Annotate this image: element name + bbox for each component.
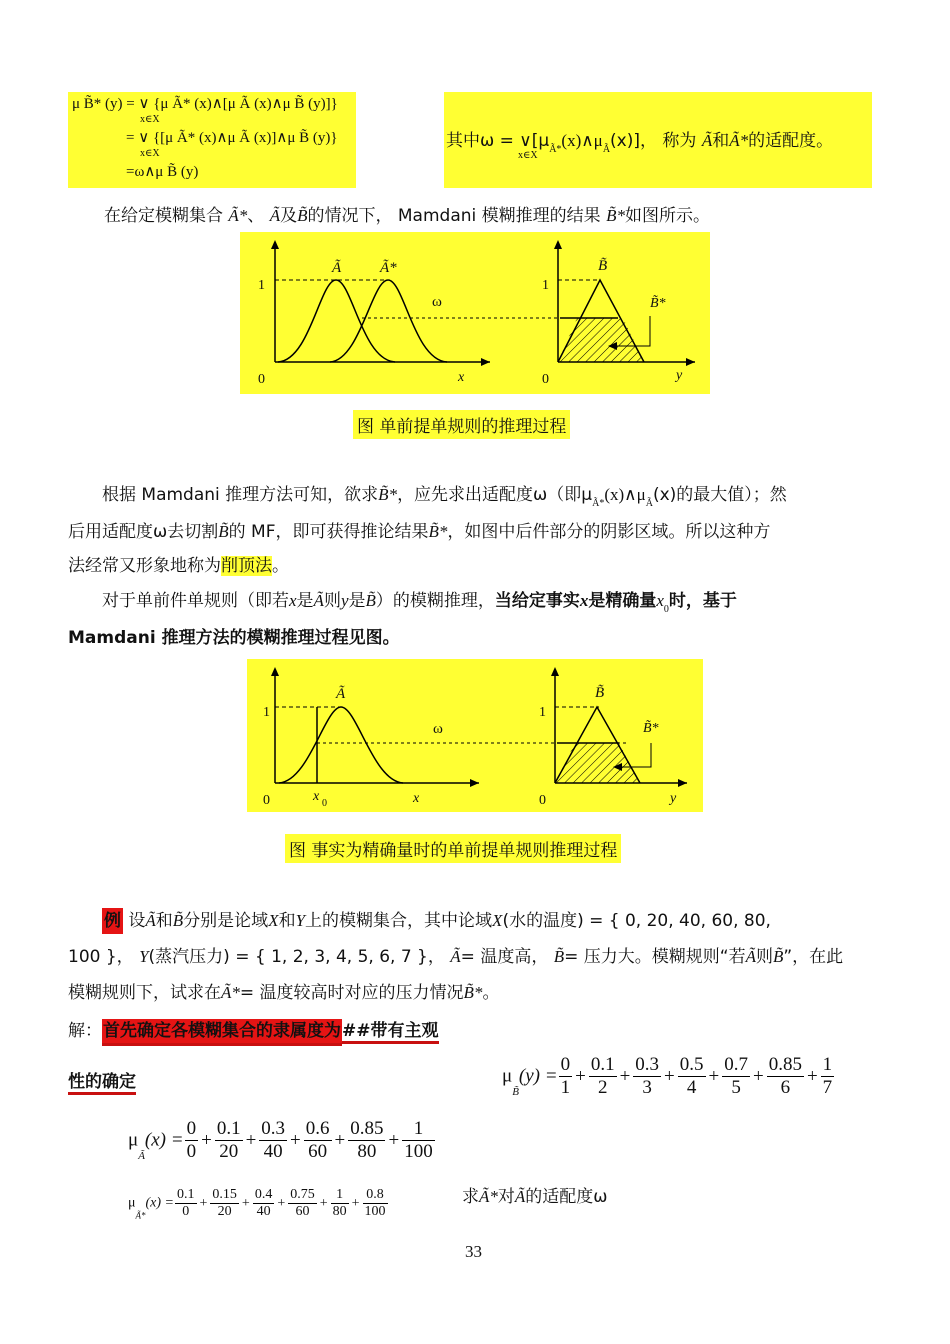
fig2-label-one-left: 1 [263, 705, 270, 720]
fraction-denominator: 3 [642, 1077, 652, 1098]
intro-post1: 的情况下， Mamdani 模糊推理的结果 [307, 206, 601, 226]
fraction-numerator: 0 [186, 1118, 197, 1139]
p2-s3: 则 [323, 591, 341, 611]
fraction-denominator: 2 [597, 1077, 608, 1098]
ex-l1f: (水的温度) = { 0, 20, 40, 60, 80, [502, 911, 771, 931]
figure-2 [247, 659, 703, 812]
p2-x-bold: x [579, 591, 589, 610]
fraction-numerator: 0.1 [590, 1054, 615, 1075]
fraction-numerator: 0.5 [679, 1054, 704, 1075]
fraction-term [633, 1054, 661, 1099]
plus-sign: + [351, 1195, 360, 1211]
fig1-label-zero-left: 0 [258, 372, 265, 387]
plus-sign: + [245, 1129, 257, 1151]
ex-l1a: 设 [128, 911, 146, 931]
ex-a-3: Ã [745, 947, 756, 966]
fig2-label-x0-sub: 0 [322, 798, 327, 809]
p2-s5: ）的模糊推理， [375, 591, 495, 611]
fraction-numerator: 0.6 [305, 1118, 330, 1139]
fraction-numerator: 0 [560, 1054, 571, 1075]
fraction-denominator: 1 [560, 1077, 571, 1098]
plus-sign: + [806, 1065, 818, 1087]
fig2-label-zero-left: 0 [263, 793, 270, 808]
figure-1 [240, 232, 710, 394]
fraction-denominator: 100 [404, 1141, 433, 1162]
fig1-left-y-arrow [271, 240, 279, 249]
fig1-label-b: B̃ [598, 258, 608, 274]
fraction-term [402, 1118, 435, 1163]
fraction-term [363, 1187, 388, 1220]
formula-mu-b [502, 1054, 835, 1099]
fraction-term [331, 1187, 349, 1220]
ex-a-2: Ã [450, 947, 461, 966]
ex-b: B̃ [172, 911, 184, 930]
ex-a: Ã [145, 911, 156, 930]
fraction-term [559, 1054, 573, 1099]
p1-s1: 根据 Mamdani 推理方法可知，欲求 [102, 485, 379, 505]
fraction-numerator: 0.75 [290, 1187, 315, 1202]
figure-1-svg [240, 232, 710, 394]
sub-a: Ã [602, 144, 611, 155]
fig1-right-x-arrow [686, 358, 695, 366]
fraction-denominator: 4 [686, 1077, 697, 1098]
fig2-right-y-arrow [551, 667, 559, 676]
fraction-denominator: 80 [332, 1204, 347, 1219]
mu-astar-sub: Ã* [135, 1210, 146, 1221]
mu-astar-terms [174, 1187, 389, 1219]
ex-bstar: B̃* [463, 983, 483, 1002]
formula-line-3: =ω∧μ B̃ (y) [126, 164, 199, 180]
figure-1-caption: 图 单前提单规则的推理过程 [353, 410, 570, 439]
mu-astar-arg: (x) = [145, 1195, 175, 1211]
plus-sign: + [708, 1065, 720, 1087]
fig1-right-y-arrow [554, 240, 562, 249]
p2-x0: x [656, 591, 664, 610]
p1-b: B̃ [218, 522, 229, 541]
ex-l2f: ”，在此 [783, 947, 844, 967]
fig1-label-zero-right: 0 [542, 372, 549, 387]
fig1-label-one-left: 1 [258, 278, 265, 293]
fraction-numerator: 1 [402, 1118, 435, 1141]
plus-sign: + [575, 1065, 586, 1087]
plus-sign: + [201, 1129, 212, 1151]
solution-line2-text: 性的确定 [68, 1072, 136, 1095]
fraction-numerator: 0.8 [363, 1187, 388, 1204]
fraction-term [175, 1187, 197, 1220]
plus-sign: + [277, 1195, 286, 1211]
p2-s1: 对于单前件单规则（即若 [102, 591, 289, 611]
page-number: 33 [465, 1242, 482, 1261]
fig2-label-a: Ã [336, 686, 346, 702]
ex-l1d: 和 [278, 911, 296, 931]
formula-line-1: μ B̃* (y) = ∨ {μ Ã* (x)∧[μ Ã (x)∧μ B̃ (y)]} [72, 96, 338, 112]
fraction-numerator: 0.1 [216, 1118, 241, 1139]
fraction-numerator: 0.1 [177, 1187, 195, 1202]
p1-line2c: ，如图中后件部分的阴影区域。所以这种方 [447, 522, 771, 542]
plus-sign: + [752, 1065, 764, 1087]
ex-l2b: (蒸汽压力) = { 1, 2, 3, 4, 5, 6, 7 }， [148, 947, 445, 967]
fraction-term [821, 1054, 835, 1099]
ex-b-2: B̃ [553, 947, 565, 966]
intro-bstar: B̃* [606, 206, 625, 225]
fraction-denominator: 60 [295, 1204, 310, 1219]
fraction-numerator: 1 [822, 1054, 833, 1075]
ex-X-2: X [492, 911, 503, 930]
ex-l3c: 。 [482, 983, 500, 1003]
ex-X: X [268, 911, 279, 930]
word-and: 和 [712, 131, 730, 151]
mu-astar-lhs: μ [128, 1195, 136, 1211]
fraction-denominator: 5 [731, 1077, 741, 1098]
ex-l2a: 100 }， [68, 947, 134, 967]
fraction-term [259, 1118, 287, 1163]
fig2-label-x: x [413, 791, 420, 806]
note-a: Ã [514, 1187, 526, 1206]
mu-b-sub: B̃ [512, 1085, 519, 1098]
p2-x: x [289, 591, 297, 610]
fraction-denominator: 80 [357, 1141, 377, 1162]
fraction-denominator: 0 [182, 1204, 190, 1219]
fig2-label-x0: x [313, 789, 320, 804]
formula-right-sub: x∈X [518, 150, 538, 161]
intro-mid: 及 [280, 206, 298, 226]
p1-line3b: 。 [272, 556, 289, 576]
plus-sign: + [319, 1195, 328, 1211]
intro-sep: 、 [247, 206, 265, 226]
fig1-label-one-right: 1 [542, 278, 549, 293]
figure-2-caption: 图 事实为精确量时的单前提单规则推理过程 [285, 834, 621, 863]
example-block [68, 903, 883, 1011]
ex-Y: Y [295, 911, 306, 930]
plus-sign: + [241, 1195, 250, 1211]
fig2-right-x-arrow [678, 779, 687, 787]
fraction-numerator: 0.85 [768, 1054, 802, 1075]
fraction-denominator: 60 [308, 1141, 328, 1162]
plus-sign: + [619, 1065, 631, 1087]
mu-a-sub: Ã [138, 1149, 145, 1162]
p1-line2a: 后用适配度ω去切割 [68, 522, 219, 542]
plus-sign: + [290, 1129, 301, 1151]
fraction-denominator: 20 [219, 1141, 239, 1162]
intro-line [104, 201, 710, 226]
fig1-label-x: x [458, 370, 465, 385]
sym-astar: Ã* [729, 131, 749, 150]
intro-post2: 如图所示。 [624, 206, 710, 226]
p1-s3: (x)∧μ [604, 485, 646, 504]
fig2-left-x-arrow [470, 779, 479, 787]
fig1-label-astar: Ã* [380, 260, 397, 276]
plus-sign: + [664, 1065, 675, 1087]
formula-box-left [68, 92, 356, 188]
formula-line-2: = ∨ {[μ Ã* (x)∧μ Ã (x)]∧μ B̃ (y)} [126, 130, 338, 146]
fraction-denominator: 20 [217, 1204, 232, 1219]
paragraph-1 [68, 478, 883, 583]
mu-b-arg: (y) = [518, 1065, 558, 1087]
fraction-denominator: 6 [780, 1077, 791, 1098]
paragraph-2 [68, 584, 883, 655]
fraction-term [253, 1187, 275, 1220]
mu-b-lhs: μ [502, 1065, 513, 1087]
formula-box-right [444, 92, 872, 188]
adaptation-def-post: (x)]， 称为 [610, 131, 697, 151]
plus-sign: + [334, 1129, 346, 1151]
fig2-left-y-arrow [271, 667, 279, 676]
fraction-term [304, 1118, 332, 1163]
ex-l1e: 上的模糊集合，其中论域 [305, 911, 493, 931]
fig2-label-bstar: B̃* [643, 721, 659, 736]
p2-bold3: 时，基于 [668, 591, 737, 611]
fraction-numerator: 0.7 [724, 1054, 748, 1075]
fraction-numerator: 1 [331, 1187, 349, 1204]
fig1-left-x-arrow [481, 358, 490, 366]
ex-l1c: 分别是论域 [183, 911, 269, 931]
p1-sub-astar: Ã* [592, 498, 605, 509]
fraction-term [589, 1054, 617, 1099]
fraction-numerator: 0.15 [212, 1187, 237, 1202]
p1-s2: ，应先求出适配度ω（即μ [397, 485, 593, 505]
solution-line-2 [68, 1067, 136, 1092]
intro-astar: Ã* [228, 206, 248, 225]
fraction-numerator: 0.3 [261, 1118, 286, 1139]
astar-note [462, 1182, 608, 1207]
ex-b-3: B̃ [772, 947, 784, 966]
formula-sub-2: x∈X [140, 148, 160, 159]
fig1-curve-a [278, 280, 395, 362]
fraction-term [210, 1187, 239, 1220]
plus-sign: + [199, 1195, 208, 1211]
fig2-label-b: B̃ [595, 685, 605, 701]
adaptation-suffix: 的适配度。 [748, 131, 834, 151]
p2-line2: Mamdani 推理方法的模糊推理过程见图。 [68, 628, 400, 648]
note-post: 的适配度ω [525, 1187, 608, 1207]
solution-line [68, 1016, 439, 1041]
ex-l2e: 则 [755, 947, 773, 967]
plus-sign: + [388, 1129, 400, 1151]
intro-pre: 在给定模糊集合 [104, 206, 223, 226]
example-tag: 例 [102, 908, 123, 934]
fraction-denominator: 100 [364, 1204, 386, 1219]
p2-s2: 是 [296, 591, 314, 611]
p2-bold2: 是精确量 [588, 591, 657, 611]
fraction-denominator: 7 [822, 1077, 833, 1098]
p2-s4: 是 [348, 591, 366, 611]
p2-x0-sub: 0 [663, 604, 669, 615]
fig1-label-a: Ã [332, 260, 342, 276]
solution-label: 解： [68, 1021, 102, 1041]
formula-mu-astar [128, 1187, 389, 1221]
fraction-term [215, 1118, 243, 1163]
ex-Y-2: Y [139, 947, 149, 966]
fraction-term [678, 1054, 706, 1099]
sub-astar: Ã* [549, 144, 562, 155]
ex-l2c: = 温度高， [460, 947, 549, 967]
sym-a: Ã [701, 131, 713, 150]
note-pre: 求 [462, 1187, 479, 1207]
p1-s4: (x)的最大值）；然 [652, 485, 787, 505]
fraction-denominator: 40 [263, 1141, 283, 1162]
fraction-term [722, 1054, 750, 1099]
note-astar: Ã* [479, 1187, 498, 1206]
adaptation-def-pre: 其中ω = ∨[μ [446, 131, 550, 151]
mu-a-arg: (x) = [144, 1129, 184, 1151]
fig1-label-bstar: B̃* [650, 296, 666, 311]
fraction-numerator: 0.3 [635, 1054, 660, 1075]
p1-highlight-clipping: 削顶法 [221, 556, 272, 576]
fraction-term [348, 1118, 385, 1163]
solution-tail: ##带有主观 [342, 1021, 439, 1044]
fig2-shaded-bstar [555, 743, 640, 783]
fraction-denominator: 40 [256, 1204, 271, 1219]
p2-y: y [340, 591, 349, 610]
intro-b: B̃ [297, 206, 308, 225]
formula-mu-a [128, 1118, 436, 1163]
ex-l3a: 模糊规则下，试求在 [68, 983, 221, 1003]
fraction-numerator: 0.85 [350, 1118, 384, 1139]
mu-a-terms [184, 1118, 436, 1162]
mu-a-lhs: μ [128, 1129, 139, 1151]
fig1-label-y: y [676, 368, 683, 383]
solution-red-text: 首先确定各模糊集合的隶属度为 [102, 1019, 342, 1046]
fig1-label-omega: ω [432, 294, 442, 310]
p1-line3a: 法经常又形象地称为 [68, 556, 221, 576]
fraction-denominator: 0 [186, 1141, 197, 1162]
fig2-label-omega: ω [433, 721, 443, 737]
fig2-label-one-right: 1 [539, 705, 546, 720]
formula-sub-1: x∈X [140, 114, 160, 125]
p1-bstar-2: B̃* [428, 522, 448, 541]
fig1-shaded-bstar [558, 318, 644, 362]
ex-l2d: = 压力大。模糊规则“若 [564, 947, 746, 967]
fraction-numerator: 0.4 [254, 1187, 273, 1202]
adaptation-def-mid: (x)∧μ [561, 131, 603, 150]
note-mid: 对 [497, 1187, 515, 1207]
fig2-label-zero-right: 0 [539, 793, 546, 808]
ex-astar: Ã* [221, 983, 240, 1002]
fig2-curve-a [279, 707, 403, 783]
fraction-term [185, 1118, 199, 1163]
ex-l3b: = 温度较高时对应的压力情况 [239, 983, 464, 1003]
mu-b-terms [558, 1054, 836, 1098]
p2-b: B̃ [365, 591, 376, 610]
p1-bstar: B̃* [378, 485, 398, 504]
p2-bold1: 当给定事实 [494, 591, 580, 611]
fig2-label-y: y [670, 791, 677, 806]
fraction-term [288, 1187, 317, 1220]
fraction-term [767, 1054, 804, 1099]
p1-sub-a: Ã [645, 498, 653, 509]
intro-a: Ã [269, 206, 281, 225]
ex-l1b: 和 [155, 911, 173, 931]
p2-a: Ã [313, 591, 324, 610]
p1-line2b: 的 MF，即可获得推论结果 [228, 522, 429, 542]
